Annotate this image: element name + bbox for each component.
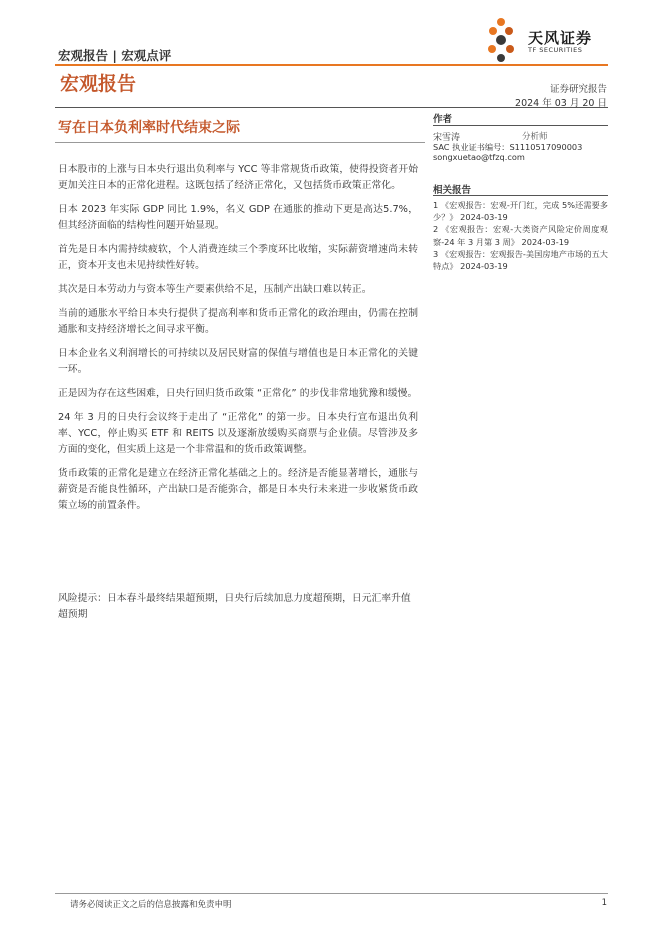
logo-subtext: TF SECURITIES (528, 46, 583, 54)
logo-text: 天风证券 (528, 29, 593, 47)
risk-warning: 风险提示：日本春斗最终结果超预期，日央行后续加息力度超预期，日元汇率升值超预期 (58, 593, 411, 620)
page-number: 1 (601, 898, 607, 908)
body-paragraph: 其次是日本劳动力与资本等生产要素供给不足，压制产出缺口难以转正。 (58, 284, 372, 295)
author-role: 分析师 (522, 132, 548, 142)
report-date: 2024 年 03 月 20 日 (515, 98, 607, 109)
body-paragraph: 当前的通胀水平给日本央行提供了提高利率和货币正常化的政治理由，仍需在控制通胀和支持经济增长之间寻求平衡。 (58, 308, 418, 335)
body-paragraph: 24 年 3 月的日央行会议终于走出了 “正常化” 的第一步。日本央行宣布退出负利率、YCC，停止购买 ETF 和 REITS 以及逐渐放缓购买商票与企业债。尽管涉及多方面的变化，但实质上这是一个非常温和的货币政策调整。 (58, 412, 418, 455)
related-report-item[interactable]: 2 《宏观报告：宏观-大类资产风险定价周度观察-24 年 3 月第 3 周》 2024-03-19 (433, 224, 608, 247)
section-label: 宏观报告 | 宏观点评 (58, 48, 172, 63)
body-paragraph: 货币政策的正常化是建立在经济正常化基础之上的。经济是否能显著增长，通胀与薪资是否能良性循环，产出缺口是否能弥合，都是日本央行未来进一步收紧货币政策立场的前置条件。 (58, 468, 418, 511)
author-email[interactable]: songxuetao@tfzq.com (433, 152, 525, 162)
author-heading: 作者 (433, 114, 453, 125)
body-paragraph: 正是因为存在这些困难，日央行回归货币政策 “正常化” 的步伐非常地犹豫和缓慢。 (58, 388, 418, 399)
author-divider (433, 125, 608, 126)
title-divider (55, 107, 608, 108)
author-name: 宋雪涛 (433, 133, 461, 143)
author-sac-number: SAC 执业证书编号：S1110517090003 (433, 142, 583, 152)
related-divider (433, 195, 608, 196)
related-report-item[interactable]: 1 《宏观报告：宏观-开门红，完成 5%还需要多少？》 2024-03-19 (433, 200, 608, 223)
disclaimer-note: 请务必阅读正文之后的信息披露和免责申明 (70, 900, 232, 910)
page-title: 宏观报告 (60, 73, 137, 95)
body-paragraph: 日本企业名义利润增长的可持续以及居民财富的保值与增值也是日本正常化的关键一环。 (58, 348, 418, 375)
related-reports-heading: 相关报告 (433, 185, 472, 196)
report-type: 证券研究报告 (549, 84, 607, 95)
footer-divider (55, 893, 608, 894)
body-paragraph: 首先是日本内需持续疲软，个人消费连续三个季度环比收缩，实际薪资增速尚未转正，资本开支也未见持续性好转。 (58, 244, 418, 271)
report-subtitle: 写在日本负利率时代结束之际 (58, 120, 240, 136)
subtitle-divider (55, 142, 425, 143)
report-body (58, 162, 418, 522)
header-divider (55, 64, 608, 66)
related-reports-list (433, 199, 608, 272)
related-report-item[interactable]: 3 《宏观报告：宏观报告-美国房地产市场的五大特点》 2024-03-19 (433, 248, 608, 272)
body-paragraph: 日本股市的上涨与日本央行退出负利率与 YCC 等非常规货币政策，使得投资者开始更加关注日本的正常化进程。这既包括了经济正常化，又包括货币政策正常化。 (58, 164, 418, 191)
body-paragraph: 日本 2023 年实际 GDP 同比 1.9%，名义 GDP 在通胀的推动下更是高达5.7%，但其经济面临的结构性问题开始显现。 (58, 204, 418, 231)
